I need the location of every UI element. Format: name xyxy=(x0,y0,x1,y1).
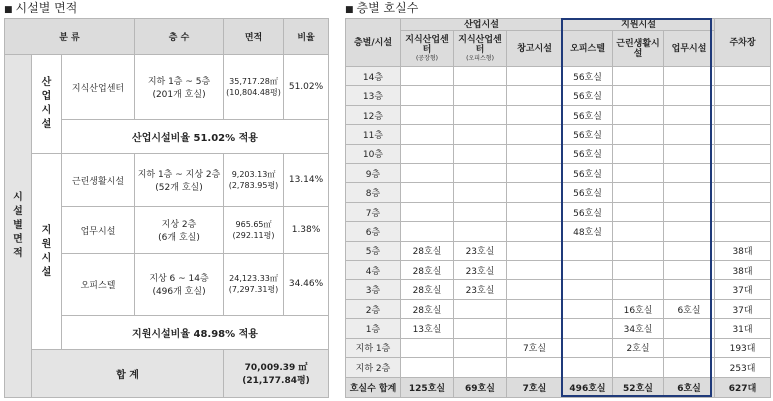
total-label: 합 계 xyxy=(32,349,224,397)
room-count-cell xyxy=(715,164,771,183)
floor-label-cell: 10층 xyxy=(346,144,401,163)
floor-label-cell: 12층 xyxy=(346,105,401,124)
room-count-cell xyxy=(664,280,715,299)
header-ratio: 비율 xyxy=(284,19,329,55)
room-count-cell xyxy=(664,241,715,260)
table-row xyxy=(5,55,329,120)
room-count-cell: 37대 xyxy=(715,299,771,318)
room-count-cell xyxy=(563,261,613,280)
room-count-cell xyxy=(454,299,507,318)
header-category: 분 류 xyxy=(5,19,135,55)
table-row xyxy=(346,338,771,357)
room-count-cell xyxy=(613,222,664,241)
table-row xyxy=(346,125,771,144)
header-floor: 층별/시설 xyxy=(346,19,401,67)
room-count-cell xyxy=(715,202,771,221)
room-count-cell xyxy=(401,222,454,241)
facility-name: 업무시설 xyxy=(62,207,135,253)
table-row xyxy=(346,67,771,86)
facility-name: 근린생활시설 xyxy=(62,154,135,207)
room-count-cell xyxy=(454,164,507,183)
floors-cell: 지하 1층 ~ 지상 2층 (52개 호실) xyxy=(135,154,224,207)
room-count-cell xyxy=(454,222,507,241)
facility-name: 오피스텔 xyxy=(62,253,135,315)
rooms-by-floor-table xyxy=(345,18,771,398)
room-count-cell xyxy=(664,222,715,241)
header-row xyxy=(5,19,329,55)
room-count-cell xyxy=(507,222,563,241)
room-count-cell xyxy=(613,67,664,86)
industrial-summary: 산업시설비율 51.02% 적용 xyxy=(62,120,329,154)
room-count-cell xyxy=(454,319,507,338)
room-count-cell: 2호실 xyxy=(613,338,664,357)
table-row xyxy=(346,358,771,377)
room-count-cell: 28호실 xyxy=(401,261,454,280)
room-count-cell: 23호실 xyxy=(454,261,507,280)
floor-label-cell: 8층 xyxy=(346,183,401,202)
room-count-cell: 13호실 xyxy=(401,319,454,338)
table-row xyxy=(346,222,771,241)
room-count-cell xyxy=(454,67,507,86)
room-count-cell xyxy=(401,105,454,124)
room-count-cell: 23호실 xyxy=(454,241,507,260)
outer-label: 시 설 별 면 적 xyxy=(5,55,32,398)
header-col: 근린생활시설 xyxy=(613,31,664,67)
room-count-cell xyxy=(613,202,664,221)
floor-label-cell: 4층 xyxy=(346,261,401,280)
room-count-cell xyxy=(507,144,563,163)
room-count-cell xyxy=(664,125,715,144)
floor-label-cell: 9층 xyxy=(346,164,401,183)
room-count-cell xyxy=(664,67,715,86)
room-count-cell: 253대 xyxy=(715,358,771,377)
room-count-cell xyxy=(613,241,664,260)
room-count-cell xyxy=(507,183,563,202)
facility-name: 지식산업센터 xyxy=(62,55,135,120)
header-floors: 층 수 xyxy=(135,19,224,55)
table-row xyxy=(346,241,771,260)
table-row xyxy=(346,261,771,280)
table-row xyxy=(346,86,771,105)
room-count-cell xyxy=(664,183,715,202)
ratio-cell: 34.46% xyxy=(284,253,329,315)
room-count-cell xyxy=(507,280,563,299)
room-count-cell xyxy=(454,105,507,124)
floor-label-cell: 6층 xyxy=(346,222,401,241)
room-count-cell: 37대 xyxy=(715,280,771,299)
room-count-cell xyxy=(401,202,454,221)
table-row xyxy=(5,154,329,207)
room-count-cell: 56호실 xyxy=(563,183,613,202)
floor-label-cell: 3층 xyxy=(346,280,401,299)
room-count-cell: 16호실 xyxy=(613,299,664,318)
room-count-cell xyxy=(664,338,715,357)
room-count-cell xyxy=(613,105,664,124)
total-cell: 69호실 xyxy=(454,377,507,398)
room-count-cell xyxy=(715,125,771,144)
room-count-cell: 56호실 xyxy=(563,86,613,105)
room-count-cell xyxy=(563,338,613,357)
total-cell: 627대 xyxy=(715,377,771,398)
right-title-text: 층별 호실수 xyxy=(356,1,419,15)
room-count-cell xyxy=(401,358,454,377)
room-count-cell xyxy=(613,358,664,377)
area-cell: 35,717.28㎡ (10,804.48평) xyxy=(224,55,284,120)
header-parking: 주차장 xyxy=(715,19,771,67)
room-count-cell: 48호실 xyxy=(563,222,613,241)
header-row xyxy=(346,19,771,31)
header-col: 지식산업센터 (공장형) xyxy=(401,31,454,67)
room-count-cell xyxy=(715,67,771,86)
room-count-cell: 28호실 xyxy=(401,241,454,260)
area-cell: 965.65㎡ (292.11평) xyxy=(224,207,284,253)
floors-cell: 지하 1층 ~ 5층 (201개 호실) xyxy=(135,55,224,120)
total-cell: 6호실 xyxy=(664,377,715,398)
room-count-cell xyxy=(454,125,507,144)
left-title-text: 시설별 면적 xyxy=(15,1,78,15)
room-count-cell: 23호실 xyxy=(454,280,507,299)
room-count-cell xyxy=(401,86,454,105)
total-cell: 52호실 xyxy=(613,377,664,398)
room-count-cell xyxy=(613,164,664,183)
room-count-cell xyxy=(563,299,613,318)
header-row xyxy=(346,31,771,67)
room-count-cell xyxy=(664,144,715,163)
room-count-cell xyxy=(507,202,563,221)
header-area: 면적 xyxy=(224,19,284,55)
room-count-cell xyxy=(507,86,563,105)
table-row xyxy=(346,280,771,299)
room-count-cell: 38대 xyxy=(715,241,771,260)
room-count-cell xyxy=(664,105,715,124)
room-count-cell xyxy=(454,183,507,202)
room-count-cell xyxy=(507,261,563,280)
table-row xyxy=(346,164,771,183)
room-count-cell xyxy=(563,241,613,260)
room-count-cell xyxy=(454,144,507,163)
header-col: 오피스텔 xyxy=(563,31,613,67)
support-label: 지 원 시 설 xyxy=(32,154,62,349)
area-cell: 24,123.33㎡ (7,297.31평) xyxy=(224,253,284,315)
area-by-facility-table xyxy=(4,18,329,398)
header-col: 창고시설 xyxy=(507,31,563,67)
room-count-cell xyxy=(454,358,507,377)
room-count-cell: 56호실 xyxy=(563,144,613,163)
room-count-cell: 56호실 xyxy=(563,125,613,144)
room-count-cell: 28호실 xyxy=(401,299,454,318)
industrial-label: 산 업 시 설 xyxy=(32,55,62,154)
room-count-cell xyxy=(613,144,664,163)
ratio-cell: 1.38% xyxy=(284,207,329,253)
room-count-cell xyxy=(401,164,454,183)
right-section-title xyxy=(345,0,418,18)
floor-label-cell: 5층 xyxy=(346,241,401,260)
room-count-cell xyxy=(507,105,563,124)
room-count-cell xyxy=(715,183,771,202)
table-row xyxy=(346,144,771,163)
table-row xyxy=(346,299,771,318)
floor-label-cell: 지하 2층 xyxy=(346,358,401,377)
table-row xyxy=(346,105,771,124)
room-count-cell xyxy=(401,144,454,163)
ratio-cell: 51.02% xyxy=(284,55,329,120)
room-count-cell xyxy=(664,261,715,280)
room-count-cell xyxy=(664,358,715,377)
room-count-cell: 28호실 xyxy=(401,280,454,299)
room-count-cell xyxy=(613,261,664,280)
room-count-cell: 7호실 xyxy=(507,338,563,357)
room-count-cell: 56호실 xyxy=(563,164,613,183)
floors-cell: 지상 6 ~ 14층 (496개 호실) xyxy=(135,253,224,315)
table-row xyxy=(346,183,771,202)
header-col: 지식산업센터 (오피스형) xyxy=(454,31,507,67)
floor-label-cell: 13층 xyxy=(346,86,401,105)
room-count-cell: 56호실 xyxy=(563,67,613,86)
room-count-cell xyxy=(613,183,664,202)
floor-label-cell: 1층 xyxy=(346,319,401,338)
room-count-cell xyxy=(563,280,613,299)
room-count-cell xyxy=(563,319,613,338)
room-count-cell xyxy=(715,222,771,241)
room-count-cell xyxy=(401,125,454,144)
total-value: 70,009.39 ㎡ (21,177.84평) xyxy=(224,349,329,397)
room-count-cell xyxy=(507,358,563,377)
room-count-cell xyxy=(401,67,454,86)
room-count-cell xyxy=(664,86,715,105)
total-cell: 496호실 xyxy=(563,377,613,398)
room-count-cell xyxy=(454,86,507,105)
support-summary: 지원시설비율 48.98% 적용 xyxy=(62,315,329,349)
floor-label-cell: 11층 xyxy=(346,125,401,144)
room-count-cell xyxy=(507,319,563,338)
room-count-cell: 6호실 xyxy=(664,299,715,318)
room-count-cell xyxy=(715,86,771,105)
total-cell: 125호실 xyxy=(401,377,454,398)
room-count-cell xyxy=(507,67,563,86)
ratio-cell: 13.14% xyxy=(284,154,329,207)
total-row xyxy=(346,377,771,398)
room-count-cell xyxy=(507,241,563,260)
room-count-cell xyxy=(401,338,454,357)
room-count-cell xyxy=(613,125,664,144)
floor-label-cell: 7층 xyxy=(346,202,401,221)
total-row xyxy=(5,349,329,397)
room-count-cell xyxy=(563,358,613,377)
room-count-cell xyxy=(454,202,507,221)
room-count-cell xyxy=(664,164,715,183)
total-label: 호실수 합계 xyxy=(346,377,401,398)
room-count-cell xyxy=(715,105,771,124)
room-count-cell xyxy=(613,86,664,105)
room-count-cell: 56호실 xyxy=(563,202,613,221)
room-count-cell xyxy=(507,299,563,318)
table-row xyxy=(346,319,771,338)
table-row xyxy=(346,202,771,221)
room-count-cell: 56호실 xyxy=(563,105,613,124)
room-count-cell xyxy=(664,319,715,338)
room-count-cell: 193대 xyxy=(715,338,771,357)
room-count-cell xyxy=(507,125,563,144)
room-count-cell: 31대 xyxy=(715,319,771,338)
floor-label-cell: 14층 xyxy=(346,67,401,86)
room-count-cell: 34호실 xyxy=(613,319,664,338)
room-count-cell xyxy=(613,280,664,299)
square-bullet-icon: ■ xyxy=(345,5,354,15)
floor-label-cell: 2층 xyxy=(346,299,401,318)
room-count-cell xyxy=(507,164,563,183)
header-industrial: 산업시설 xyxy=(401,19,563,31)
room-count-cell xyxy=(454,338,507,357)
header-support: 지원시설 xyxy=(563,19,715,31)
room-count-cell xyxy=(715,144,771,163)
room-count-cell xyxy=(401,183,454,202)
room-count-cell xyxy=(664,202,715,221)
header-col: 업무시설 xyxy=(664,31,715,67)
total-cell: 7호실 xyxy=(507,377,563,398)
square-bullet-icon: ■ xyxy=(4,5,13,15)
left-section-title xyxy=(4,0,77,18)
floors-cell: 지상 2층 (6개 호실) xyxy=(135,207,224,253)
room-count-cell: 38대 xyxy=(715,261,771,280)
area-cell: 9,203.13㎡ (2,783.95평) xyxy=(224,154,284,207)
floor-label-cell: 지하 1층 xyxy=(346,338,401,357)
